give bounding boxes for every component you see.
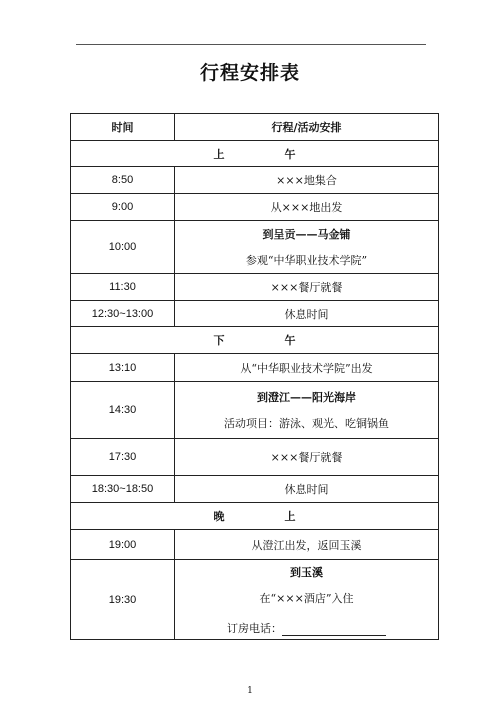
activity-detail: 活动项目：游泳、观光、吃铜锅鱼 [224,417,389,430]
row-time: 12:30~13:00 [71,301,175,327]
activity-title: 到玉溪 [290,565,323,579]
header-rule [76,44,426,45]
section-row-morning [71,141,439,167]
table-row [71,221,439,274]
table-row [71,439,439,476]
section-morning: 上午 [71,141,439,167]
row-activity: ×××餐厅就餐 [175,439,439,476]
phone-label: 订房电话： [227,621,282,635]
schedule-table [70,113,439,640]
row-activity: 从“中华职业技术学院”出发 [175,354,439,382]
table-row [71,274,439,301]
row-time: 17:30 [71,439,175,476]
section-row-afternoon [71,327,439,354]
row-activity [175,382,439,439]
header-activity: 行程/活动安排 [175,114,439,141]
row-time: 9:00 [71,194,175,221]
row-activity: 休息时间 [175,301,439,327]
row-activity: ×××餐厅就餐 [175,274,439,301]
row-time: 19:30 [71,560,175,640]
activity-title: 到澄江——阳光海岸 [257,391,356,404]
page-number: 1 [247,686,253,696]
row-time: 8:50 [71,167,175,194]
activity-detail: 在“×××酒店”入住 [259,591,354,605]
table-row [71,167,439,194]
header-time: 时间 [71,114,175,141]
page-title: 行程安排表 [199,62,300,84]
row-time: 19:00 [71,530,175,560]
row-activity [175,560,439,640]
table-row [71,194,439,221]
row-activity: 从澄江出发，返回玉溪 [175,530,439,560]
table-row [71,382,439,439]
section-row-evening [71,503,439,530]
table-header-row [71,114,439,141]
row-time: 11:30 [71,274,175,301]
phone-blank-line [282,625,386,636]
activity-title: 到呈贡——马金铺 [262,228,351,241]
row-time: 14:30 [71,382,175,439]
row-time: 13:10 [71,354,175,382]
row-activity: ×××地集合 [175,167,439,194]
table-row [71,560,439,640]
row-activity: 从×××地出发 [175,194,439,221]
table-row [71,301,439,327]
row-time: 18:30~18:50 [71,476,175,503]
section-afternoon: 下午 [71,327,439,354]
row-time: 10:00 [71,221,175,274]
table-row [71,530,439,560]
row-activity: 休息时间 [175,476,439,503]
phone-line [175,620,438,636]
section-evening: 晚上 [71,503,439,530]
row-activity [175,221,439,274]
table-row [71,354,439,382]
activity-detail: 参观“中华职业技术学院” [245,254,368,267]
table-row [71,476,439,503]
